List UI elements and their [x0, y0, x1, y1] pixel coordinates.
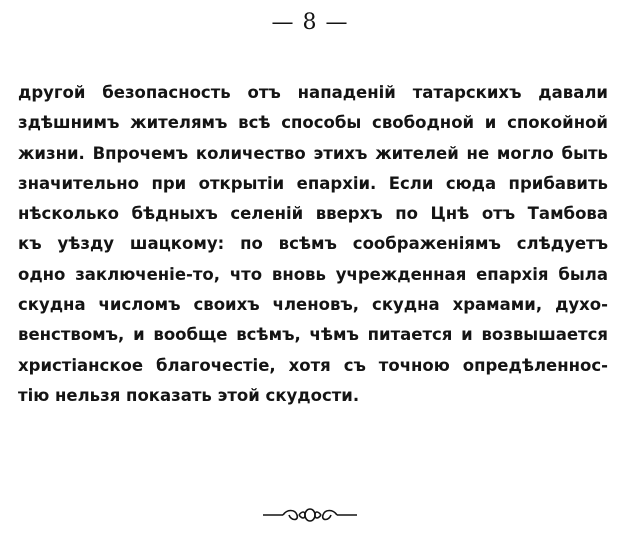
text-line: одно заключеніе-то, что вновь учрежденная епархія была	[18, 264, 608, 284]
ornament	[0, 506, 620, 528]
text-line: венствомъ, и вообще всѣмъ, чѣмъ питается и возвышается	[18, 325, 608, 345]
text-line: тію нельзя показать этой скудости.	[18, 385, 360, 405]
text-line: христіанское благочестіе, хотя съ точною опредѣленнос-	[18, 355, 608, 375]
page-number: — 8 —	[271, 10, 349, 35]
text-line: нѣсколько бѣдныхъ селеній вверхъ по Цнѣ отъ Тамбова	[18, 204, 608, 224]
text-line: къ уѣзду шацкому: по всѣмъ соображеніямъ слѣдуетъ	[18, 234, 608, 254]
body-text	[18, 78, 608, 411]
text-line: другой безопасность отъ нападеній татарскихъ давали	[18, 83, 608, 102]
text-line: здѣшнимъ жителямъ всѣ способы свободной и спокойной	[18, 113, 608, 133]
decorative-tailpiece-icon	[255, 506, 365, 524]
text-line: скудна числомъ своихъ членовъ, скудна храмами, духо-	[18, 295, 608, 315]
text-line: жизни. Впрочемъ количество этихъ жителей не могло быть	[18, 143, 608, 163]
text-line: значительно при открытіи епархіи. Если сюда прибавить	[18, 173, 608, 193]
